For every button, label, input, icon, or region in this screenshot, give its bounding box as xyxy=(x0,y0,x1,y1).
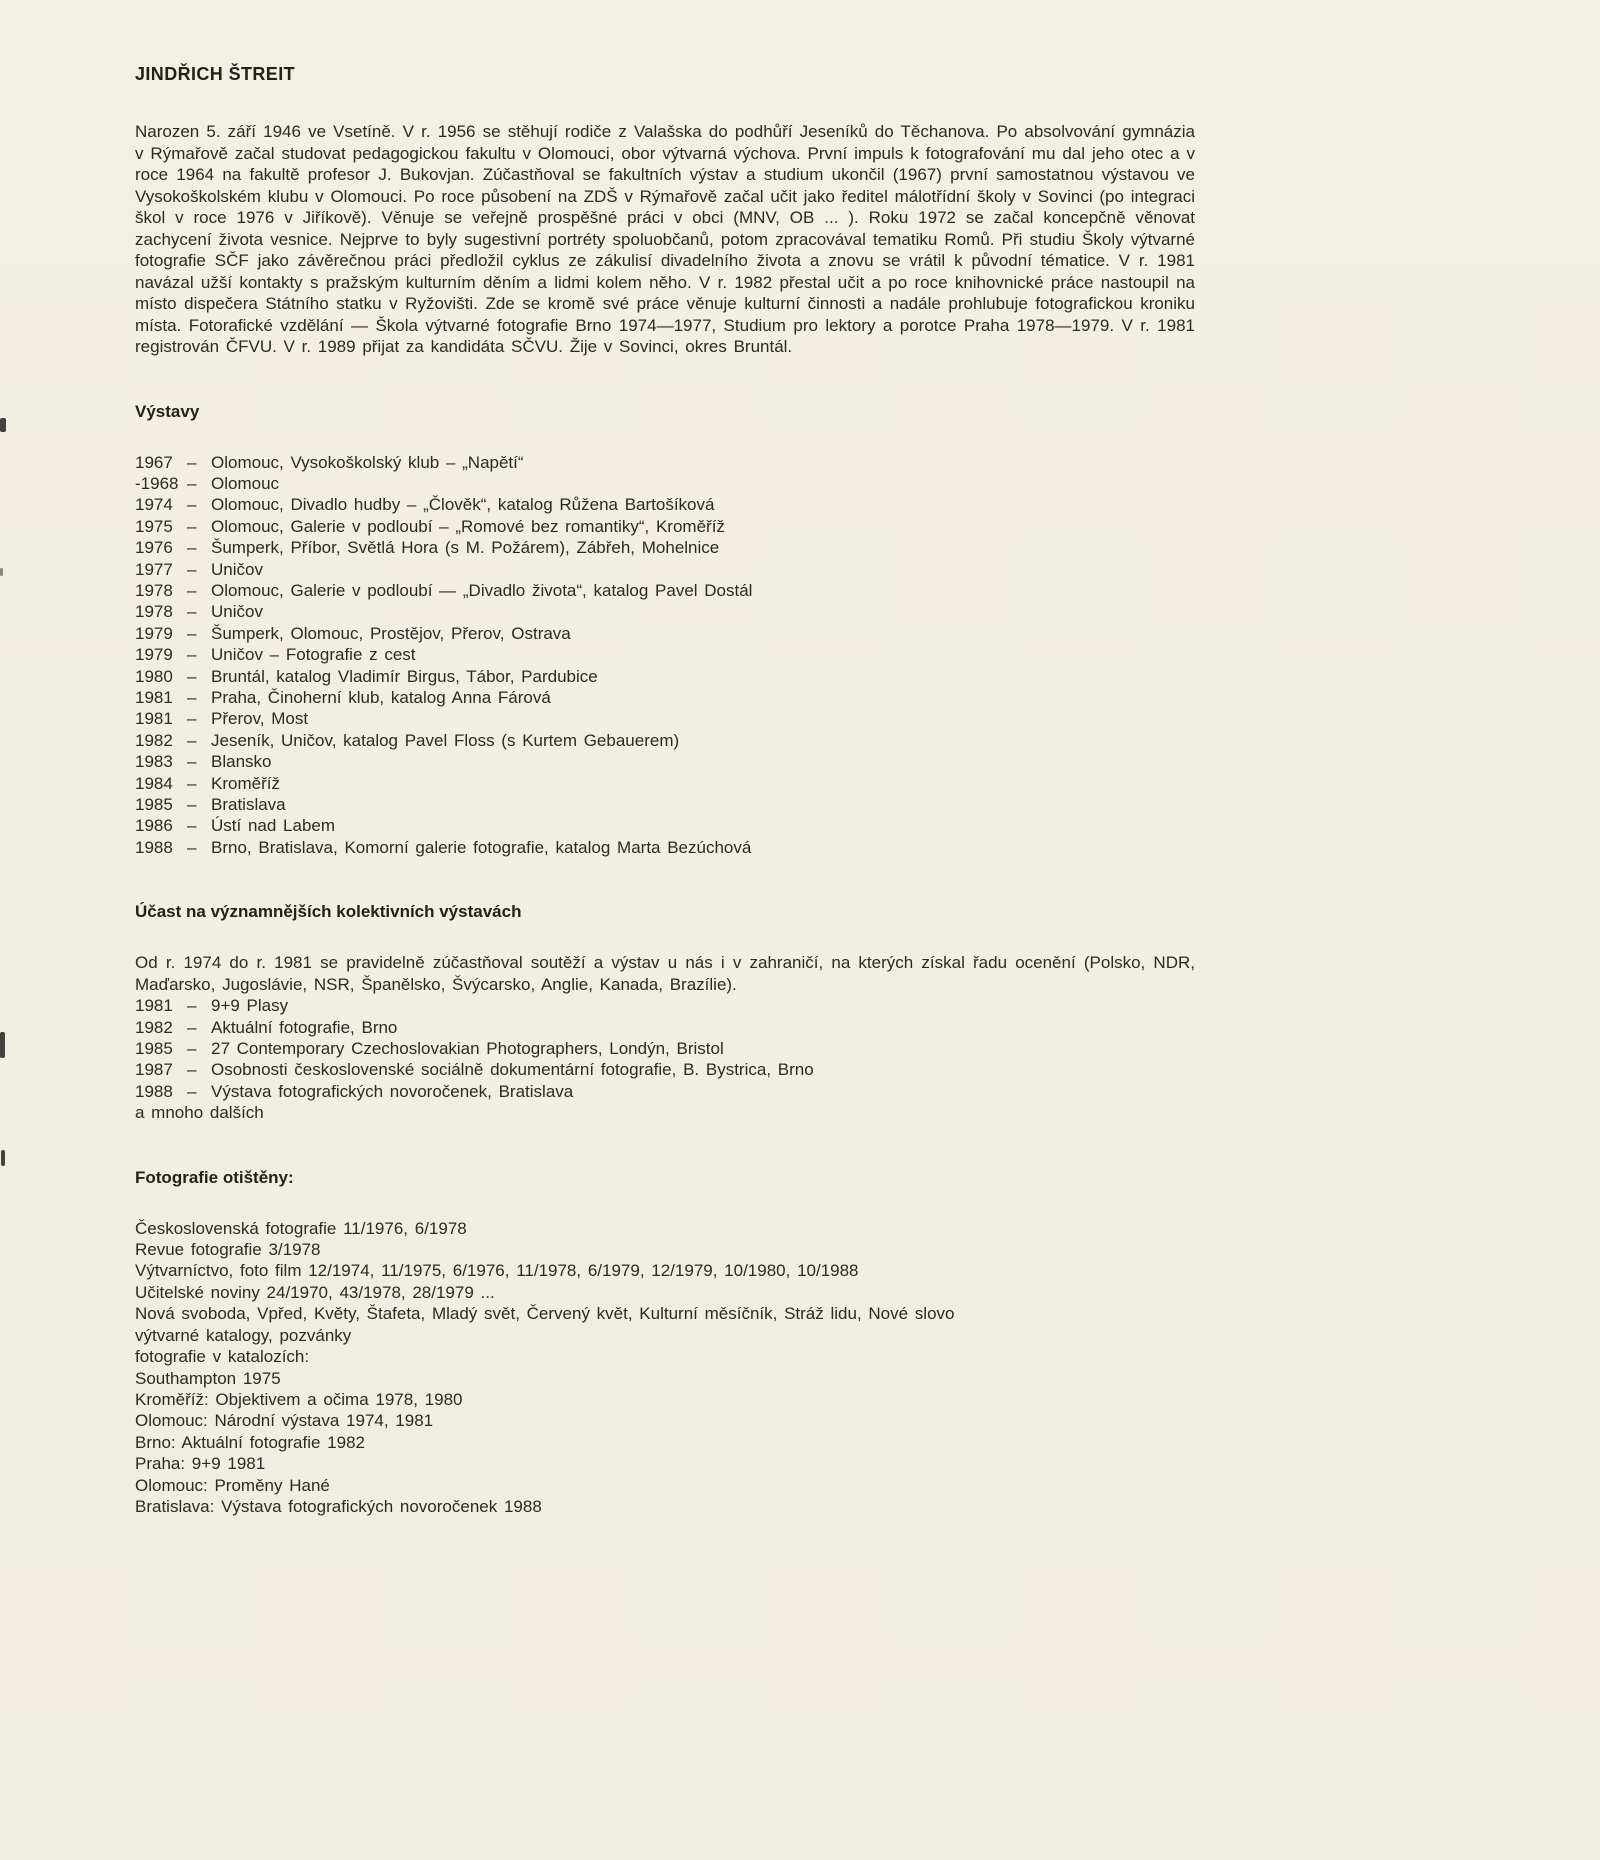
dash-separator: – xyxy=(187,837,197,857)
publication-text: fotografie v katalozích: xyxy=(135,1347,310,1367)
group-exhibition-row xyxy=(135,995,1195,1016)
group-exhibition-text: Aktuální fotografie, Brno xyxy=(211,1017,398,1037)
dash-separator: – xyxy=(187,752,197,772)
exhibition-year: 1982 xyxy=(135,730,173,750)
group-exhibition-year: 1982 xyxy=(135,1017,173,1037)
publication-row xyxy=(135,1218,1195,1239)
exhibition-row xyxy=(135,730,1195,751)
group-exhibition-year: 1981 xyxy=(135,996,173,1016)
dash-separator: – xyxy=(187,773,197,793)
exhibition-text: Olomouc, Galerie v podloubí — „Divadlo života“, katalog Pavel Dostál xyxy=(211,580,753,600)
dash-separator: – xyxy=(187,996,197,1016)
publication-row xyxy=(135,1389,1195,1410)
exhibition-year: 1981 xyxy=(135,709,173,729)
exhibitions-list xyxy=(135,452,1195,859)
publication-text: výtvarné katalogy, pozvánky xyxy=(135,1325,352,1345)
publication-row xyxy=(135,1282,1195,1303)
group-exhibitions-heading: Účast na významnějších kolektivních výstavách xyxy=(135,902,522,922)
group-exhibition-text: a mnoho dalších xyxy=(135,1103,264,1123)
publication-row xyxy=(135,1368,1195,1389)
exhibition-year: 1983 xyxy=(135,752,173,772)
publication-row xyxy=(135,1432,1195,1453)
dash-separator: – xyxy=(187,559,197,579)
exhibition-row xyxy=(135,516,1195,537)
group-exhibitions-list xyxy=(135,995,1195,1123)
exhibition-text: Olomouc xyxy=(211,473,280,493)
dash-separator: – xyxy=(187,623,197,643)
publication-row xyxy=(135,1410,1195,1431)
dash-separator: – xyxy=(187,580,197,600)
publication-text: Kroměříž: Objektivem a očima 1978, 1980 xyxy=(135,1389,463,1409)
group-exhibition-row xyxy=(135,1059,1195,1080)
publication-row xyxy=(135,1239,1195,1260)
publication-text: Bratislava: Výstava fotografických novoročenek 1988 xyxy=(135,1496,542,1516)
dash-separator: – xyxy=(187,687,197,707)
exhibition-text: Olomouc, Divadlo hudby – „Člověk“, katalog Růžena Bartošíková xyxy=(211,495,715,515)
exhibition-text: Bruntál, katalog Vladimír Birgus, Tábor, Pardubice xyxy=(211,666,598,686)
exhibition-text: Olomouc, Vysokoškolský klub – „Napětí“ xyxy=(211,452,524,472)
exhibition-year: 1975 xyxy=(135,516,173,536)
dash-separator: – xyxy=(187,452,197,472)
exhibition-text: Přerov, Most xyxy=(211,709,309,729)
section-publications xyxy=(135,1168,1195,1518)
publication-row xyxy=(135,1303,1195,1324)
exhibition-row xyxy=(135,494,1195,515)
exhibition-row xyxy=(135,452,1195,473)
exhibition-year: 1978 xyxy=(135,602,173,622)
publications-heading: Fotografie otištěny: xyxy=(135,1167,294,1187)
publication-text: Olomouc: Proměny Hané xyxy=(135,1475,330,1495)
dash-separator: – xyxy=(187,495,197,515)
group-exhibitions-intro: Od r. 1974 do r. 1981 se pravidelně zúčastňoval soutěží a výstav u nás i v zahraničí, na kterých získal řadu ocenění (Polsko, NDR, Maďarsko, Jugoslávie, NSR, Španělsko, Švýcarsko, Anglie, Kanada, Brazílie). xyxy=(135,953,1195,994)
publication-row xyxy=(135,1496,1195,1517)
group-exhibition-year: 1988 xyxy=(135,1081,173,1101)
dash-separator: – xyxy=(187,602,197,622)
dash-separator: – xyxy=(187,473,197,493)
publication-row xyxy=(135,1475,1195,1496)
exhibition-year: 1985 xyxy=(135,795,173,814)
dash-separator: – xyxy=(187,666,197,686)
publication-row xyxy=(135,1453,1195,1474)
group-exhibition-year: 1987 xyxy=(135,1060,173,1080)
publications-list xyxy=(135,1218,1195,1518)
exhibition-row xyxy=(135,837,1195,858)
dash-separator: – xyxy=(187,645,197,665)
exhibitions-heading: Výstavy xyxy=(135,401,200,421)
exhibition-year: 1978 xyxy=(135,580,173,600)
publication-text: Revue fotografie 3/1978 xyxy=(135,1240,321,1260)
exhibition-text: Uničov xyxy=(211,559,263,579)
group-exhibition-row xyxy=(135,1102,1195,1123)
exhibition-row xyxy=(135,473,1195,494)
exhibition-year: 1988 xyxy=(135,837,173,857)
exhibition-row xyxy=(135,580,1195,601)
exhibition-year: 1979 xyxy=(135,645,173,665)
exhibition-year: 1981 xyxy=(135,687,173,707)
publication-text: Československá fotografie 11/1976, 6/1978 xyxy=(135,1218,467,1238)
exhibition-year: 1979 xyxy=(135,623,173,643)
exhibition-text: Brno, Bratislava, Komorní galerie fotografie, katalog Marta Bezúchová xyxy=(211,837,752,857)
dash-separator: – xyxy=(187,516,197,536)
publication-text: Brno: Aktuální fotografie 1982 xyxy=(135,1432,365,1452)
publication-text: Praha: 9+9 1981 xyxy=(135,1454,266,1474)
exhibition-text: Kroměříž xyxy=(211,773,280,793)
exhibition-text: Bratislava xyxy=(211,795,286,814)
section-exhibitions xyxy=(135,402,1195,859)
scan-artifact xyxy=(0,568,3,576)
exhibition-text: Uničov – Fotografie z cest xyxy=(211,645,416,665)
exhibition-text: Praha, Činoherní klub, katalog Anna Fárová xyxy=(211,687,551,707)
publication-text: Učitelské noviny 24/1970, 43/1978, 28/1979 ... xyxy=(135,1282,495,1302)
group-exhibition-text: 27 Contemporary Czechoslovakian Photographers, Londýn, Bristol xyxy=(211,1039,724,1059)
exhibition-row xyxy=(135,666,1195,687)
exhibition-row xyxy=(135,708,1195,729)
dash-separator: – xyxy=(187,538,197,558)
dash-separator: – xyxy=(187,1039,197,1059)
exhibition-row xyxy=(135,815,1195,836)
exhibition-row xyxy=(135,559,1195,580)
scan-artifact xyxy=(0,1032,5,1058)
publication-text: Nová svoboda, Vpřed, Květy, Štafeta, Mladý svět, Červený květ, Kulturní měsíčník, Stráž lidu, Nové slovo xyxy=(135,1304,955,1324)
dash-separator: – xyxy=(187,1017,197,1037)
exhibition-row xyxy=(135,794,1195,815)
exhibition-text: Blansko xyxy=(211,752,272,772)
exhibition-row xyxy=(135,773,1195,794)
publication-text: Výtvarníctvo, foto film 12/1974, 11/1975, 6/1976, 11/1978, 6/1979, 12/1979, 10/1980, 10/1988 xyxy=(135,1261,859,1281)
exhibition-text: Jeseník, Uničov, katalog Pavel Floss (s Kurtem Gebauerem) xyxy=(211,730,680,750)
exhibition-row xyxy=(135,751,1195,772)
exhibition-year: 1974 xyxy=(135,495,173,515)
exhibition-text: Olomouc, Galerie v podloubí – „Romové bez romantiky“, Kroměříž xyxy=(211,516,725,536)
exhibition-year: 1976 xyxy=(135,538,173,558)
exhibition-row xyxy=(135,687,1195,708)
exhibition-row xyxy=(135,601,1195,622)
group-exhibition-row xyxy=(135,1081,1195,1102)
dash-separator: – xyxy=(187,1060,197,1080)
exhibition-text: Šumperk, Olomouc, Prostějov, Přerov, Ostrava xyxy=(211,623,571,643)
group-exhibition-row xyxy=(135,1038,1195,1059)
exhibition-year: 1984 xyxy=(135,773,173,793)
exhibition-row xyxy=(135,537,1195,558)
dash-separator: – xyxy=(187,816,197,836)
exhibition-text: Šumperk, Příbor, Světlá Hora (s M. Požárem), Zábřeh, Mohelnice xyxy=(211,538,720,558)
group-exhibition-row xyxy=(135,1017,1195,1038)
publication-row xyxy=(135,1260,1195,1281)
page-title: JINDŘICH ŠTREIT xyxy=(135,64,296,84)
publication-text: Olomouc: Národní výstava 1974, 1981 xyxy=(135,1411,434,1431)
section-group-exhibitions xyxy=(135,902,1195,1123)
exhibition-year: 1967 xyxy=(135,452,173,472)
exhibition-year: 1986 xyxy=(135,816,173,836)
biography-paragraph: Narozen 5. září 1946 ve Vsetíně. V r. 1956 se stěhují rodiče z Valašska do podhůří Jeseníků do Těchanova. Po absolvování gymnázia v Rýmařově začal studovat pedagogickou fakultu v Olomouci, obor výtvarná výchova. První impuls k fotografování mu dal jeho otec a v roce 1964 na fakultě profesor J. Bukovjan. Zúčastňoval se fakultních výstav a studium ukončil (1967) první samostatnou výstavou ve Vysokoškolském klubu v Olomouci. Po roce působení na ZDŠ v Rýmařově začal učit jako ředitel málotřídní školy v Sovinci (po integraci škol v roce 1976 v Jiříkově). Věnuje se veřejně prospěšné práci v obci (MNV, OB ... ). Roku 1972 se začal koncepčně věnovat zachycení života vesnice. Nejprve to byly sugestivní portréty spoluobčanů, potom zpracovával tematiku Romů. Při studiu Školy výtvarné fotografie SČF jako závěrečnou práci předložil cyklus ze zákulisí divadelního života a znovu se vrátil k původní tématice. V r. 1981 navázal užší kontakty s pražským kulturním děním a lidmi kolem něho. V r. 1982 přestal učit a po roce knihovnické práce nastoupil na místo dispečera Státního statku v Ryžovišti. Zde se kromě své práce věnuje kulturní činnosti a nadále prohlubuje fotografickou kroniku místa. Fotorafické vzdělání — Škola výtvarné fotografie Brno 1974—1977, Studium pro lektory a porotce Praha 1978—1979. V r. 1981 registrován ČFVU. V r. 1989 přijat za kandidáta SČVU. Žije v Sovinci, okres Bruntál. xyxy=(135,122,1195,356)
group-exhibition-text: 9+9 Plasy xyxy=(211,996,289,1016)
exhibition-year: 1977 xyxy=(135,559,173,579)
dash-separator: – xyxy=(187,795,197,814)
exhibition-row xyxy=(135,644,1195,665)
exhibition-year: -1968 xyxy=(135,473,179,493)
group-exhibition-text: Osobnosti československé sociálně dokumentární fotografie, B. Bystrica, Brno xyxy=(211,1060,814,1080)
exhibition-text: Ústí nad Labem xyxy=(211,816,336,836)
publication-row xyxy=(135,1325,1195,1346)
group-exhibition-year: 1985 xyxy=(135,1039,173,1059)
dash-separator: – xyxy=(187,709,197,729)
publication-text: Southampton 1975 xyxy=(135,1368,281,1388)
exhibition-year: 1980 xyxy=(135,666,173,686)
group-exhibition-text: Výstava fotografických novoročenek, Bratislava xyxy=(211,1081,574,1101)
scan-artifact xyxy=(1,1150,5,1166)
dash-separator: – xyxy=(187,730,197,750)
scan-artifact xyxy=(0,418,6,432)
publication-row xyxy=(135,1346,1195,1367)
exhibition-row xyxy=(135,623,1195,644)
exhibition-text: Uničov xyxy=(211,602,263,622)
dash-separator: – xyxy=(187,1081,197,1101)
